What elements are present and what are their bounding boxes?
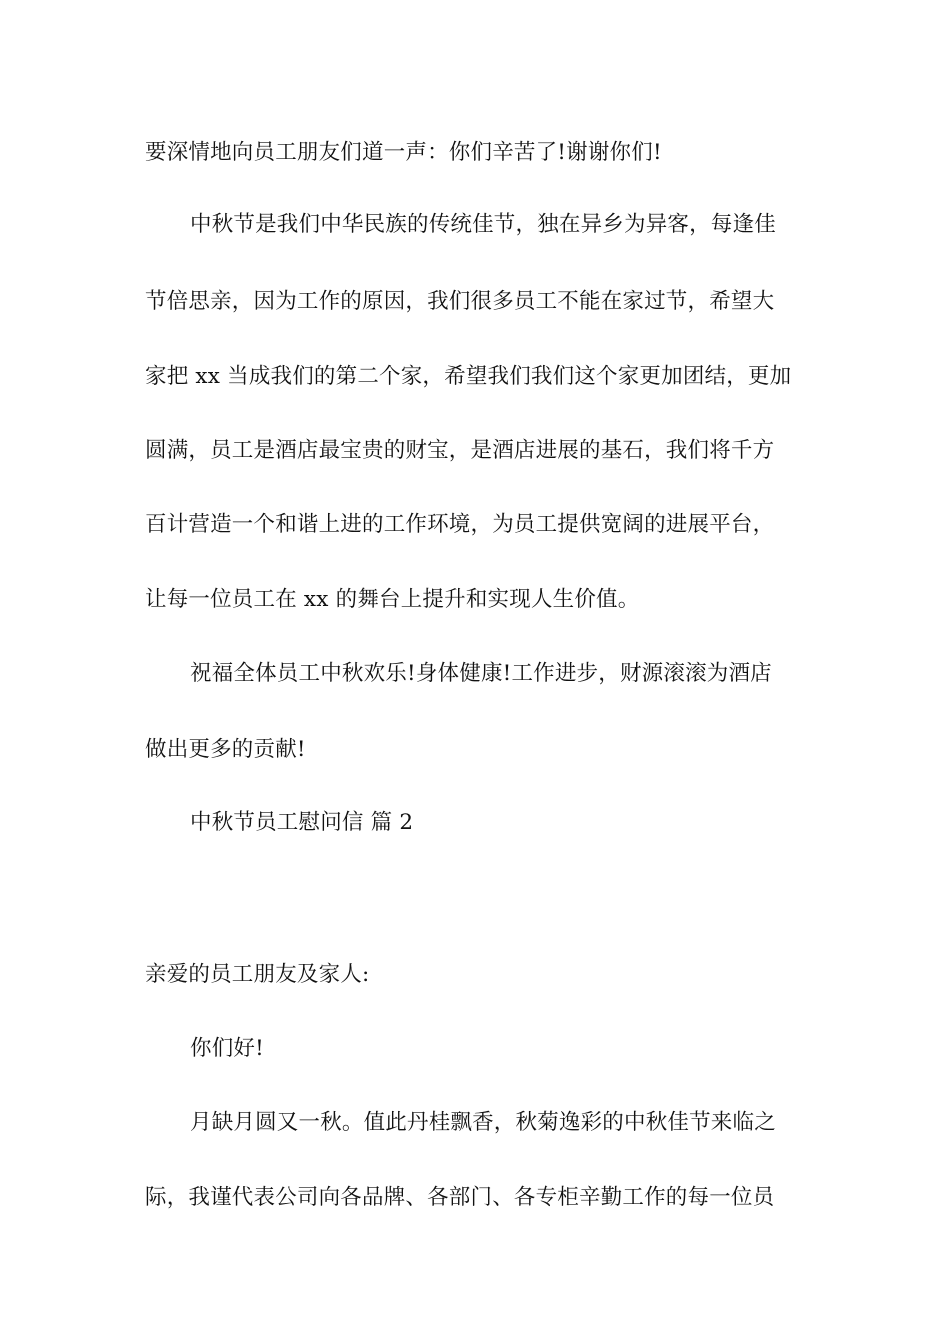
paragraph-line-5: 圆满，员工是酒店最宝贵的财宝，是酒店进展的基石，我们将千方 [145,438,775,463]
paragraph-line-7: 让每一位员工在 xx 的舞台上提升和实现人生价值。 [145,587,640,612]
greeting: 你们好! [190,1036,264,1061]
section-heading: 中秋节员工慰问信 篇 2 [190,810,414,835]
paragraph-line-2: 中秋节是我们中华民族的传统佳节，独在异乡为异客，每逢佳 [190,212,776,237]
paragraph-line-9: 做出更多的贡献! [145,737,306,762]
salutation: 亲爱的员工朋友及家人: [145,962,370,987]
paragraph-line-8: 祝福全体员工中秋欢乐!身体健康!工作进步，财源滚滚为酒店 [190,661,772,686]
paragraph-line-11: 际，我谨代表公司向各品牌、各部门、各专柜辛勤工作的每一位员 [145,1185,775,1210]
paragraph-line-10: 月缺月圆又一秋。值此丹桂飘香，秋菊逸彩的中秋佳节来临之 [190,1110,776,1135]
paragraph-line-3: 节倍思亲，因为工作的原因，我们很多员工不能在家过节，希望大 [145,289,775,314]
paragraph-line-6: 百计营造一个和谐上进的工作环境，为员工提供宽阔的进展平台， [145,512,775,537]
paragraph-line-1: 要深情地向员工朋友们道一声：你们辛苦了!谢谢你们! [145,140,662,165]
paragraph-line-4: 家把 xx 当成我们的第二个家，希望我们我们这个家更加团结，更加 [145,364,792,389]
